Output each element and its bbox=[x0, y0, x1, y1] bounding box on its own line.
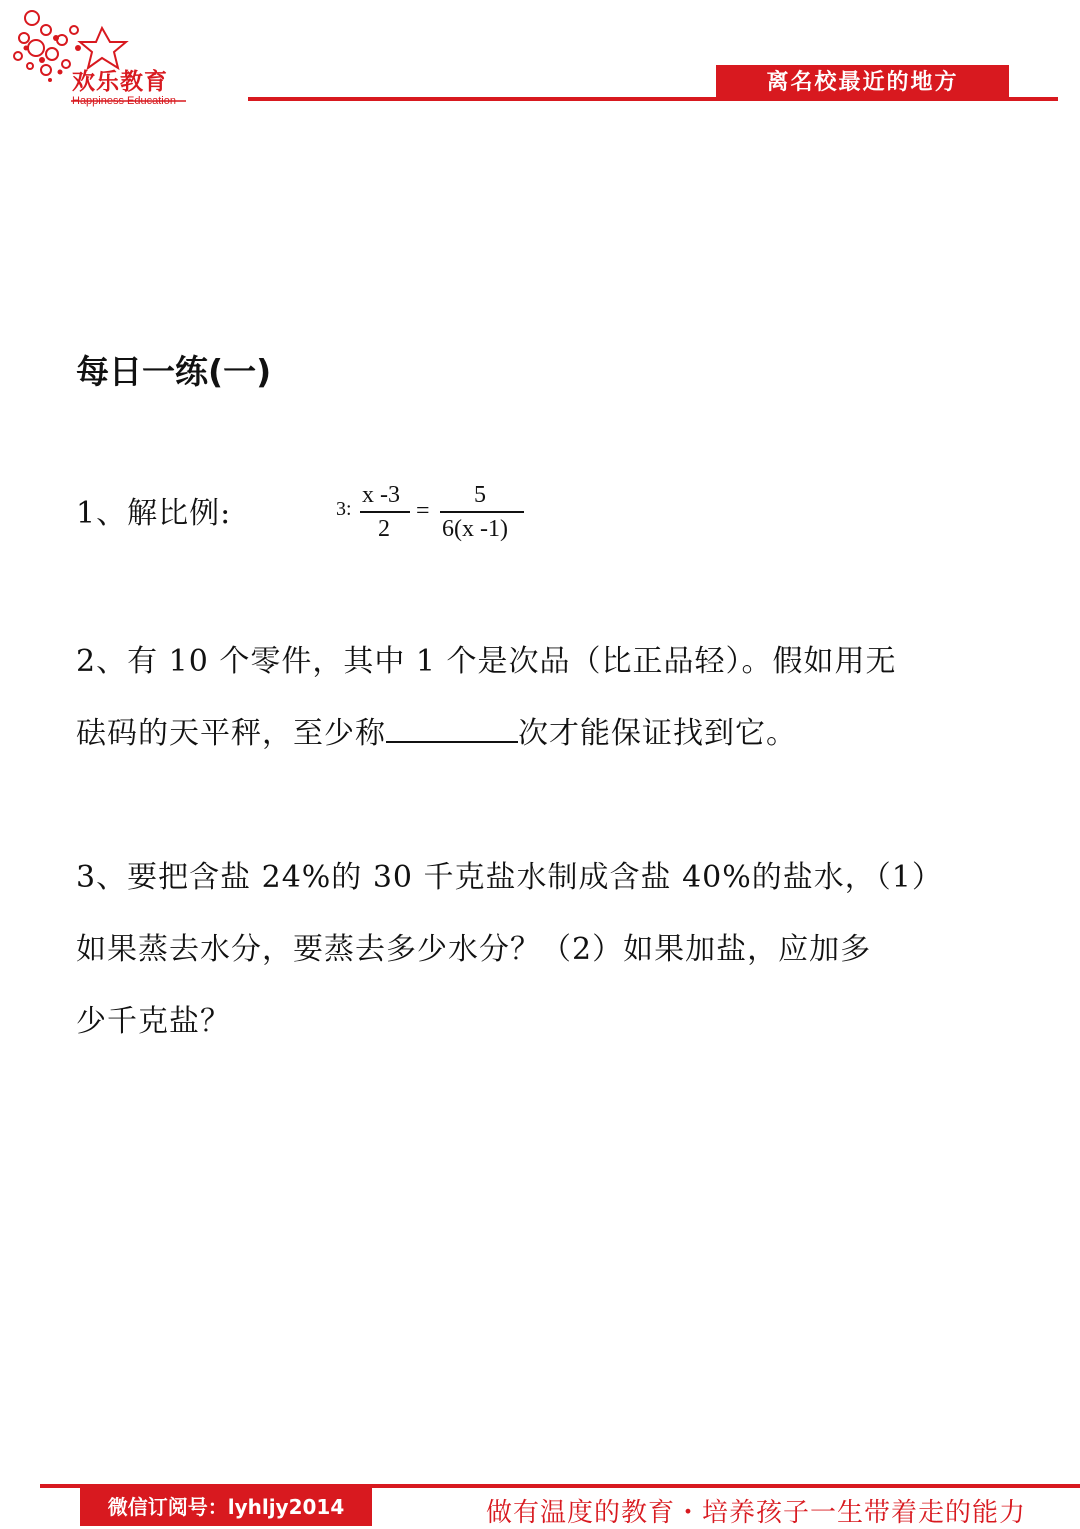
equation-equals: = bbox=[416, 498, 430, 524]
question-1-label: 1、解比例: bbox=[76, 496, 232, 531]
answer-blank bbox=[386, 715, 518, 743]
question-1-equation bbox=[336, 478, 536, 550]
question-3-line-3: 少千克盐？ bbox=[76, 1004, 231, 1039]
question-3-line-2: 如果蒸去水分，要蒸去多少水分？（2）如果加盐，应加多 bbox=[76, 932, 872, 967]
footer-wechat-badge: 微信订阅号：lyhljy2014 bbox=[80, 1488, 372, 1526]
equation-left-numerator: x -3 bbox=[362, 482, 400, 508]
equation-right-denominator: 6(x -1) bbox=[442, 516, 508, 542]
question-2-line-2 bbox=[76, 708, 797, 752]
question-2-text-after-blank: 次才能保证找到它。 bbox=[518, 716, 797, 751]
equation-prefix: 3: bbox=[336, 498, 352, 520]
question-3-line-1: 3、要把含盐 24%的 30 千克盐水制成含盐 40%的盐水，（1） bbox=[76, 860, 943, 895]
header-slogan-badge: 离名校最近的地方 bbox=[716, 65, 1009, 101]
equation-left-denominator: 2 bbox=[378, 516, 390, 542]
equation-right-fraction-bar bbox=[440, 511, 524, 513]
brand-name-cn: 欢乐教育 bbox=[72, 69, 168, 95]
brand-name-en: Happiness Education bbox=[72, 95, 176, 107]
equation-left-fraction-bar bbox=[360, 511, 410, 513]
page-title: 每日一练(一) bbox=[76, 352, 272, 391]
question-2-line-1: 2、有 10 个零件，其中 1 个是次品（比正品轻）。假如用无 bbox=[76, 644, 897, 679]
equation-right-numerator: 5 bbox=[474, 482, 486, 508]
footer-slogan: 做有温度的教育・培养孩子一生带着走的能力 bbox=[486, 1498, 1027, 1528]
question-2-text-before-blank: 砝码的天平秤，至少称 bbox=[76, 716, 386, 751]
